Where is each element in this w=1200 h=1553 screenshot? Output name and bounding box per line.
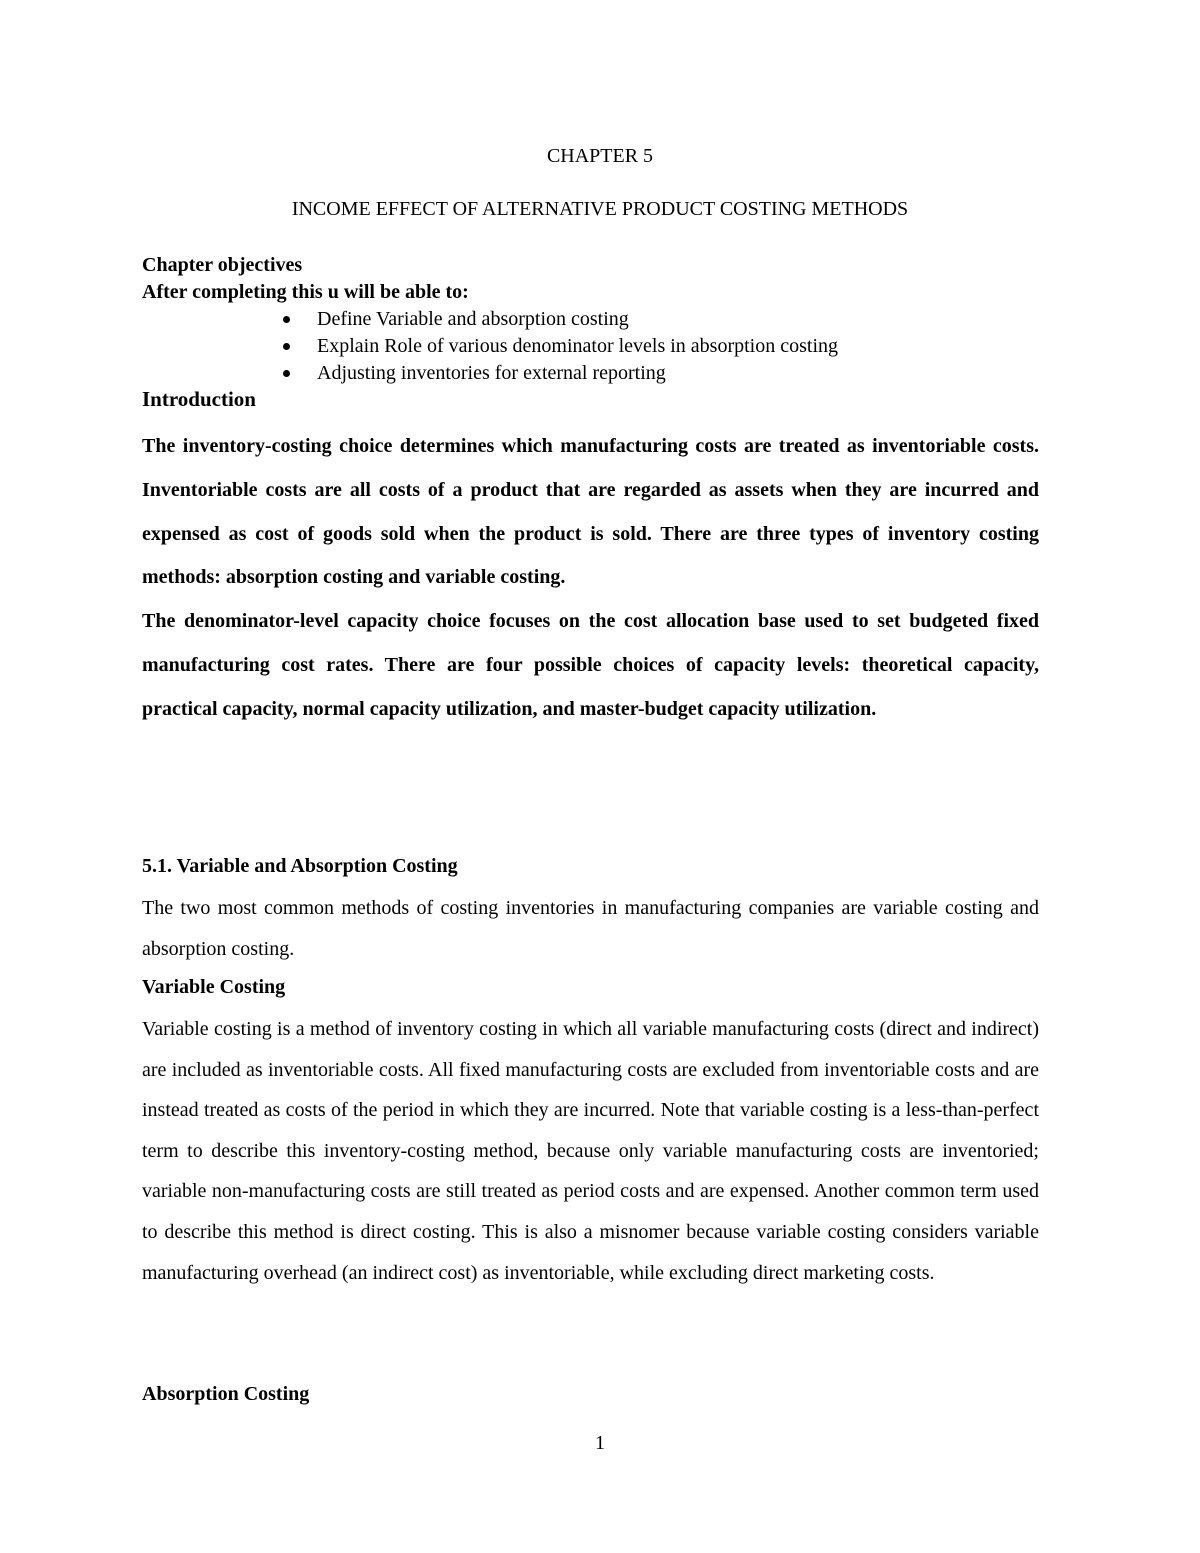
list-item xyxy=(280,333,838,360)
chapter-title: INCOME EFFECT OF ALTERNATIVE PRODUCT COSTING METHODS xyxy=(291,198,909,220)
objective-text: Explain Role of various denominator levels in absorption costing xyxy=(317,335,839,357)
introduction-paragraph: The inventory-costing choice determines which manufacturing costs are treated as inventoriable costs. Inventoriable costs are all costs of a product that are regarded as assets when they are incurred and expensed as cost of goods sold when the product is sold. There are three types of inventory costing methods: absorption costing and variable costing. xyxy=(142,435,1039,589)
variable-costing-heading: Variable Costing xyxy=(142,976,286,998)
objective-text: Adjusting inventories for external reporting xyxy=(317,362,666,384)
bullet-icon xyxy=(283,370,290,377)
introduction-body xyxy=(142,425,1039,732)
objectives-block xyxy=(142,252,1042,306)
introduction-heading: Introduction xyxy=(142,387,256,411)
section-paragraph: The two most common methods of costing inventories in manufacturing companies are variable costing and absorption costing. xyxy=(142,897,1039,960)
bullet-icon xyxy=(283,316,290,323)
variable-costing-paragraph: Variable costing is a method of inventory costing in which all variable manufacturing costs (direct and indirect) are included as inventoriable costs. All fixed manufacturing costs are excluded from inventoriable costs and are instead treated as costs of the period in which they are incurred. Note that variable costing is a less-than-perfect term to describe this inventory-costing method, because only variable manufacturing costs are inventoried; variable non-manufacturing costs are still treated as period costs and are expensed. Another common term used to describe this method is direct costing. This is also a misnomer because variable costing considers variable manufacturing overhead (an indirect cost) as inventoriable, while excluding direct marketing costs. xyxy=(142,1018,1039,1284)
objectives-heading: Chapter objectives xyxy=(142,254,303,276)
bullet-icon xyxy=(283,343,290,350)
objective-text: Define Variable and absorption costing xyxy=(317,308,629,330)
introduction-paragraph: The denominator-level capacity choice focuses on the cost allocation base used to set budgeted fixed manufacturing cost rates. There are four possible choices of capacity levels: theoretical capacity, practical capacity, normal capacity utilization, and master-budget capacity utilization. xyxy=(142,610,1039,720)
section-heading: 5.1. Variable and Absorption Costing xyxy=(142,855,458,877)
objectives-lead: After completing this u will be able to: xyxy=(142,281,469,303)
objectives-list xyxy=(280,306,838,387)
list-item xyxy=(280,360,838,387)
absorption-costing-heading: Absorption Costing xyxy=(142,1383,310,1405)
chapter-number: CHAPTER 5 xyxy=(546,145,654,167)
page-number: 1 xyxy=(595,1432,605,1454)
list-item xyxy=(280,306,838,333)
